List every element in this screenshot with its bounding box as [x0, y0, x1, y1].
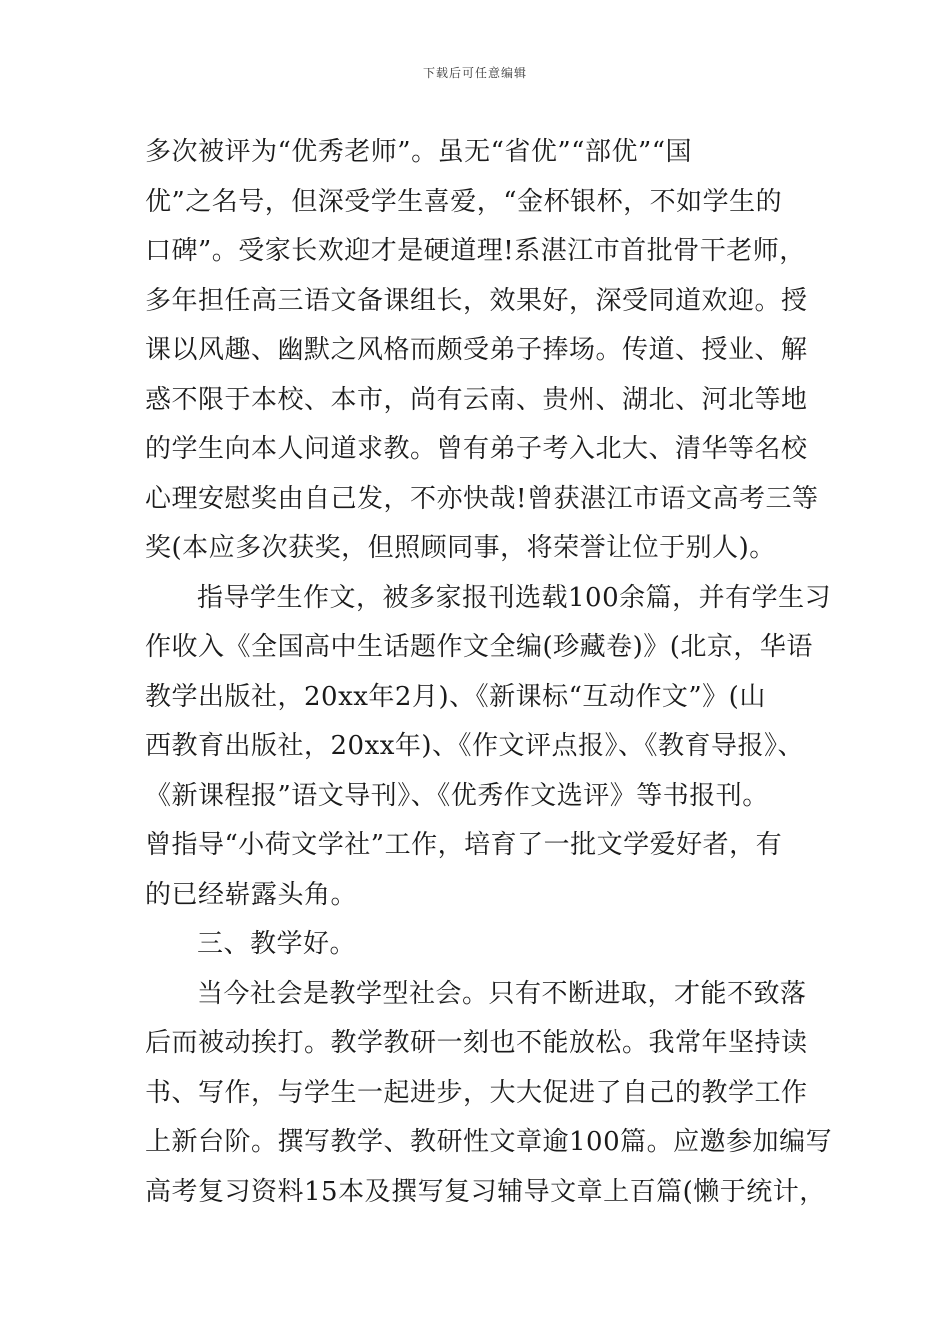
text-line: 心理安慰奖由自己发，不亦快哉!曾获湛江市语文高考三等 [145, 483, 819, 514]
document-body [145, 128, 833, 1217]
text-line: 书、写作，与学生一起进步，大大促进了自己的教学工作 [145, 1077, 808, 1108]
text-line: 多次被评为“优秀老师”。虽无“省优”“部优”“国 [145, 137, 693, 167]
text-line: 高考复习资料15本及撰写复习辅导文章上百篇(懒于统计， [145, 1176, 826, 1207]
text-line: 上新台阶。撰写教学、教研性文章逾100篇。应邀参加编写 [145, 1127, 833, 1157]
text-line: 西教育出版社，20xx年)、《作文评点报》、《教育导报》、 [145, 731, 805, 761]
text-line: 口碑”。受家长欢迎才是硬道理!系湛江市首批骨干老师， [145, 236, 806, 266]
text-line: 的已经崭露头角。 [145, 879, 358, 910]
text-line: 课以风趣、幽默之风格而颇受弟子捧场。传道、授业、解 [145, 335, 808, 365]
text-line: 多年担任高三语文备课组长，效果好，深受同道欢迎。授 [145, 285, 808, 316]
text-line: 《新课程报”语文导刊》、《优秀作文选评》等书报刊。 [145, 780, 769, 811]
section-heading: 三、教学好。 [197, 929, 357, 959]
text-line: 奖(本应多次获奖，但照顾同事，将荣誉让位于别人)。 [145, 533, 776, 563]
text-line: 当今社会是教学型社会。只有不断进取，才能不致落 [197, 978, 807, 1009]
text-line: 惑不限于本校、本市，尚有云南、贵州、湖北、河北等地 [145, 384, 808, 415]
text-line: 指导学生作文，被多家报刊选载100余篇，并有学生习 [197, 582, 832, 613]
text-line: 后而被动挨打。教学教研一刻也不能放松。我常年坚持读 [145, 1028, 808, 1058]
text-line: 教学出版社，20xx年2月)、《新课标“互动作文”》(山 [145, 681, 766, 712]
text-line: 曾指导“小荷文学社”工作，培育了一批文学爱好者，有 [145, 830, 783, 860]
text-line: 的学生向本人问道求教。曾有弟子考入北大、清华等名校 [145, 434, 808, 464]
text-line: 优”之名号，但深受学生喜爱，“金杯银杯，不如学生的 [145, 186, 783, 217]
text-line: 作收入《全国高中生话题作文全编(珍藏卷)》(北京，华语 [145, 632, 813, 662]
page-header: 下载后可任意编辑 [422, 66, 527, 80]
